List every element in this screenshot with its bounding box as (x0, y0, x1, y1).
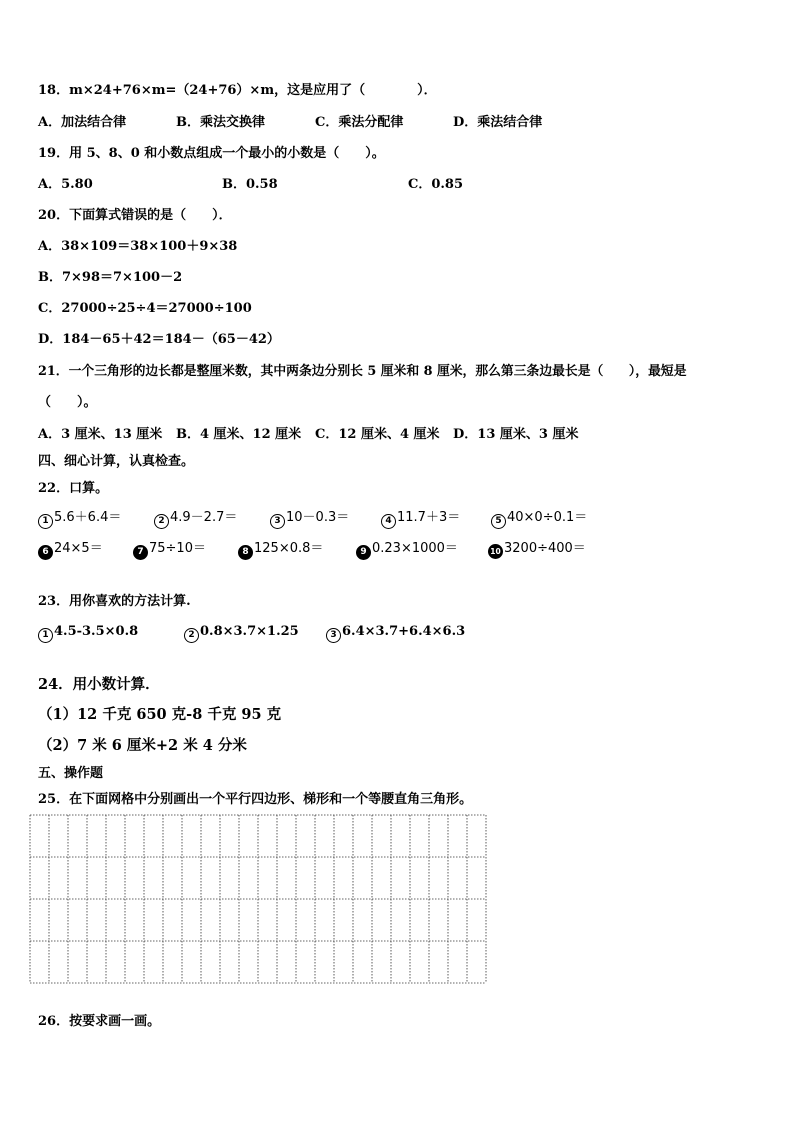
q23-item-2 (184, 623, 299, 643)
q23-expr: 4.5-3.5×0.8 (54, 624, 139, 639)
q18-option-b: B．乘法交换律 (176, 115, 265, 130)
q23-stem: 23．用你喜欢的方法计算. (38, 594, 191, 609)
circled-number: 1 (38, 514, 53, 529)
q22-item-6 (38, 540, 103, 560)
circled-number: 2 (184, 628, 199, 643)
q24-stem: 24．用小数计算． (38, 676, 160, 693)
q22-expr: 0.23×1000＝ (372, 541, 458, 556)
q22-item-4 (381, 509, 460, 529)
q22-item-7 (133, 540, 206, 560)
q18-option-a: A．加法结合律 (38, 115, 127, 130)
q21-option-d: D．13 厘米、3 厘米 (453, 427, 579, 442)
section-5-heading: 五、操作题 (38, 766, 104, 781)
drawing-grid-svg[interactable] (29, 814, 489, 986)
q21-stem-line2: （ ）。 (38, 395, 97, 410)
circled-number: 1 (38, 628, 53, 643)
q23-expr: 0.8×3.7×1.25 (200, 624, 299, 639)
q20-option-a: A．38×109＝38×100＋9×38 (38, 239, 238, 254)
circled-number: 6 (38, 545, 53, 560)
q22-expr: 5.6＋6.4＝ (54, 510, 122, 525)
circled-number: 3 (326, 628, 341, 643)
q26-stem: 26．按要求画一画。 (38, 1014, 161, 1029)
q22-item-3 (270, 509, 349, 529)
q22-expr: 40×0÷0.1＝ (507, 510, 588, 525)
circled-number: 4 (381, 514, 396, 529)
q22-expr: 4.9－2.7＝ (170, 510, 238, 525)
q22-expr: 10－0.3＝ (286, 510, 350, 525)
q22-expr: 75÷10＝ (149, 541, 206, 556)
q22-expr: 24×5＝ (54, 541, 103, 556)
q22-stem: 22．口算。 (38, 481, 109, 496)
q22-expr: 125×0.8＝ (254, 541, 324, 556)
q20-option-c: C．27000÷25÷4＝27000÷100 (38, 301, 252, 316)
circled-number: 3 (270, 514, 285, 529)
q22-expr: 3200÷400＝ (504, 541, 586, 556)
drawing-grid[interactable] (29, 814, 489, 990)
q23-expr: 6.4×3.7+6.4×6.3 (342, 624, 466, 639)
q22-item-8 (238, 540, 323, 560)
q23-item-3 (326, 623, 465, 643)
circled-number: 9 (356, 545, 371, 560)
q24-item-2: （2）7 米 6 厘米+2 米 4 分米 (38, 737, 247, 754)
q19-option-c: C．0.85 (408, 177, 464, 192)
section-4-heading: 四、细心计算，认真检查。 (38, 454, 195, 469)
q22-item-1 (38, 509, 121, 529)
q23-item-1 (38, 623, 138, 643)
q18-option-c: C．乘法分配律 (315, 115, 404, 130)
q18-option-d: D．乘法结合律 (453, 115, 543, 130)
q21-option-a: A．3 厘米、13 厘米 (38, 427, 163, 442)
q22-item-5 (491, 509, 587, 529)
q18-stem: 18．m×24+76×m=（24+76）×m，这是应用了（ ）． (38, 83, 437, 98)
circled-number: 8 (238, 545, 253, 560)
q20-option-d: D．184－65＋42＝184－（65－42） (38, 332, 280, 347)
q22-expr: 11.7＋3＝ (397, 510, 461, 525)
circled-number: 7 (133, 545, 148, 560)
q21-option-c: C．12 厘米、4 厘米 (315, 427, 440, 442)
circled-number: 2 (154, 514, 169, 529)
q22-item-2 (154, 509, 237, 529)
q21-option-b: B．4 厘米、12 厘米 (176, 427, 302, 442)
circled-number: 5 (491, 514, 506, 529)
circled-number: 10 (488, 544, 503, 559)
q22-item-10 (488, 540, 586, 559)
q25-stem: 25．在下面网格中分别画出一个平行四边形、梯形和一个等腰直角三角形。 (38, 792, 473, 807)
q19-option-a: A．5.80 (38, 177, 93, 192)
q19-stem: 19．用 5、8、0 和小数点组成一个最小的小数是（ ）。 (38, 146, 385, 161)
q19-option-b: B．0.58 (222, 177, 278, 192)
q21-stem-line1: 21．一个三角形的边长都是整厘米数，其中两条边分别长 5 厘米和 8 厘米，那么第三条边最长是（ ），最短是 (38, 364, 687, 379)
q20-stem: 20．下面算式错误的是（ ）． (38, 208, 232, 223)
q20-option-b: B．7×98＝7×100－2 (38, 270, 183, 285)
q22-item-9 (356, 540, 458, 560)
q24-item-1: （1）12 千克 650 克-8 千克 95 克 (38, 706, 282, 723)
